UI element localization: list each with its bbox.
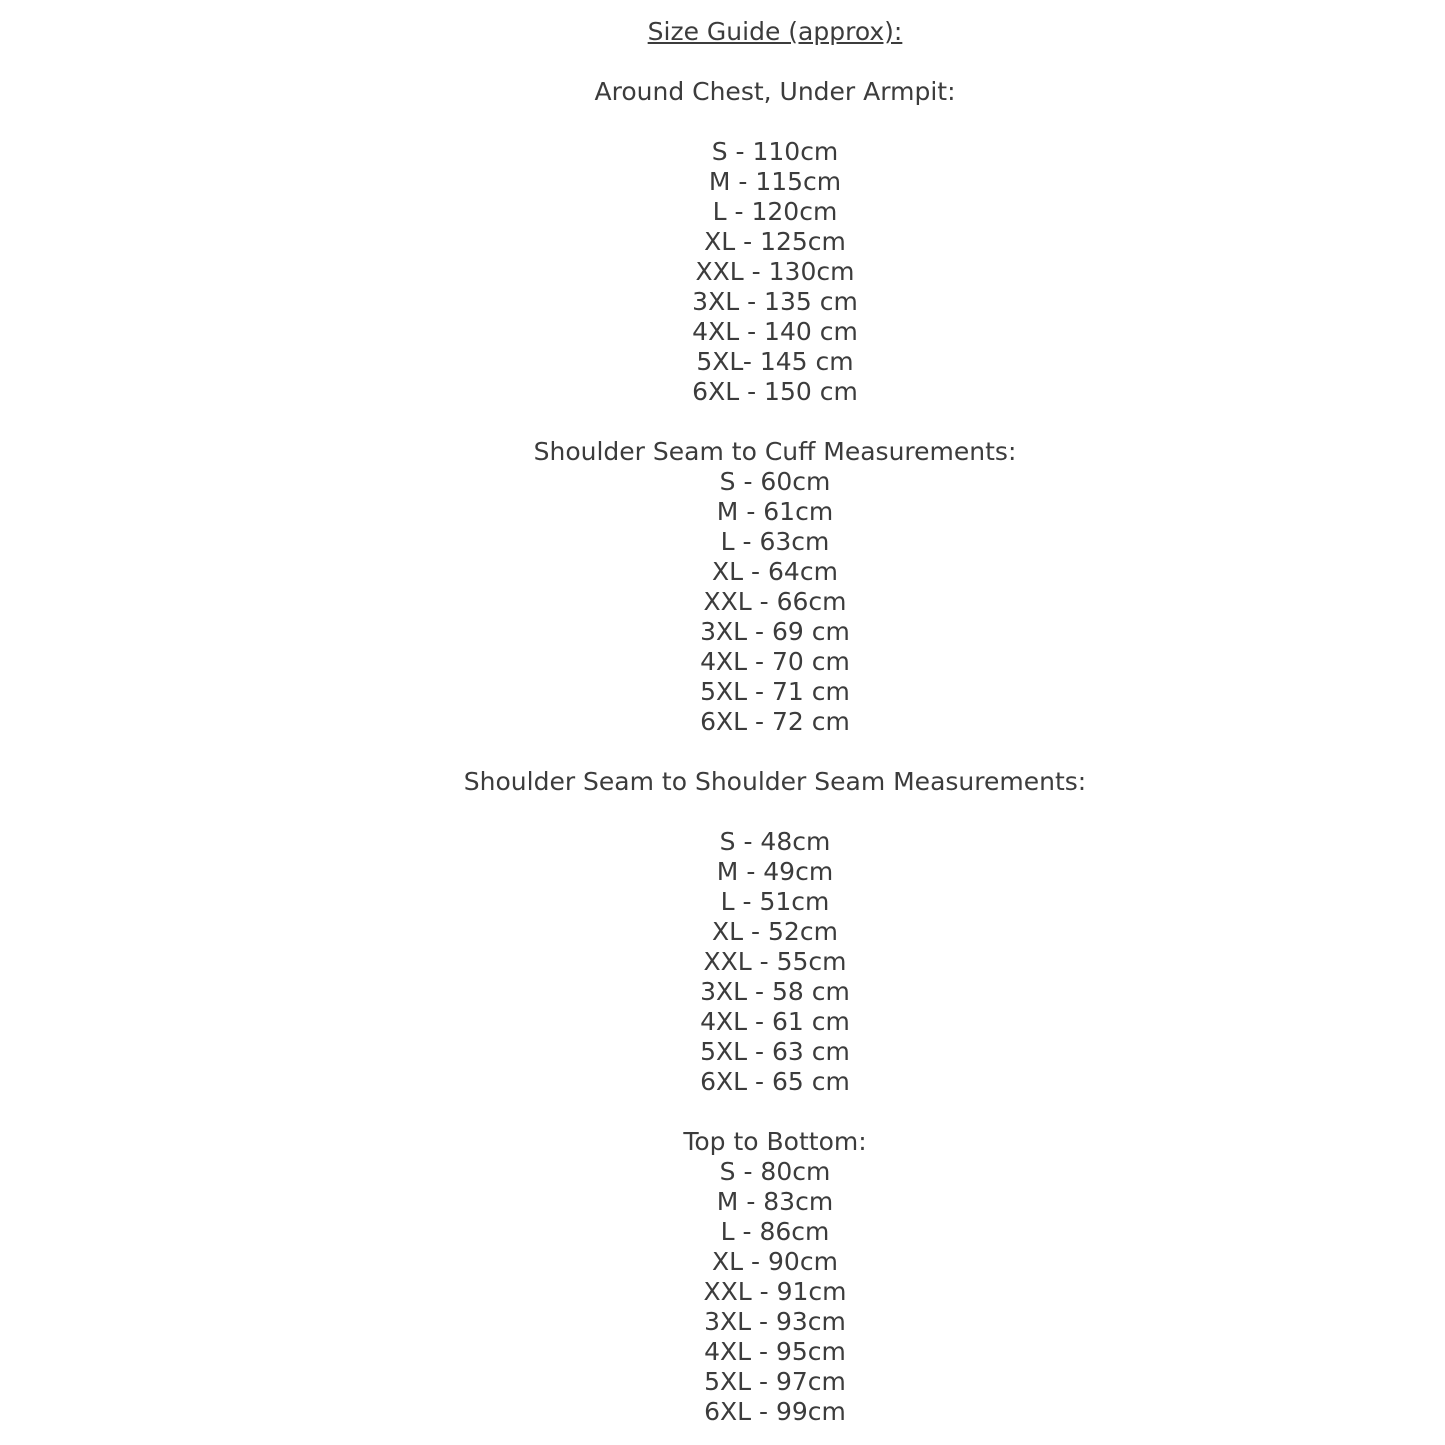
size-row: S - 80cm [719,1157,831,1186]
size-row: L - 86cm [720,1217,830,1246]
size-row: 4XL - 140 cm [692,317,858,346]
size-row: 5XL - 97cm [704,1367,846,1396]
size-row: 3XL - 93cm [704,1307,846,1336]
size-row: XL - 52cm [712,917,838,946]
size-row: 5XL - 71 cm [700,677,850,706]
blank-line [105,1097,1445,1127]
size-row: 6XL - 72 cm [700,707,850,736]
size-row: 3XL - 135 cm [692,287,858,316]
size-row: 3XL - 69 cm [700,617,850,646]
size-row: 4XL - 61 cm [700,1007,850,1036]
size-row: M - 115cm [708,167,842,196]
size-row: XXL - 91cm [703,1277,847,1306]
size-row: M - 61cm [716,497,834,526]
size-row: L - 51cm [720,887,830,916]
section-seam-to-seam-heading: Shoulder Seam to Shoulder Seam Measurements: [463,767,1087,796]
blank-line [105,407,1445,437]
section-seam-to-cuff-heading: Shoulder Seam to Cuff Measurements: [533,437,1017,466]
size-row: 5XL - 63 cm [700,1037,850,1066]
size-row: XXL - 55cm [703,947,847,976]
section-top-to-bottom-heading: Top to Bottom: [683,1127,867,1156]
size-row: S - 48cm [719,827,831,856]
size-row: 4XL - 70 cm [700,647,850,676]
section-around-chest-heading: Around Chest, Under Armpit: [594,77,956,106]
blank-line [105,797,1445,827]
size-row: L - 63cm [720,527,830,556]
size-row: XXL - 130cm [695,257,855,286]
blank-line [105,107,1445,137]
size-row: XL - 90cm [712,1247,838,1276]
size-row: M - 49cm [716,857,834,886]
size-row: 4XL - 95cm [704,1337,846,1366]
size-row: XXL - 66cm [703,587,847,616]
size-row: S - 110cm [711,137,839,166]
size-row: 6XL - 99cm [704,1397,846,1426]
blank-line [105,737,1445,767]
size-row: XL - 64cm [712,557,838,586]
size-row: 6XL - 65 cm [700,1067,850,1096]
size-row: L - 120cm [712,197,838,226]
size-row: 3XL - 58 cm [700,977,850,1006]
size-row: M - 83cm [716,1187,834,1216]
size-row: 5XL- 145 cm [696,347,854,376]
size-row: 6XL - 150 cm [692,377,858,406]
size-row: XL - 125cm [704,227,846,256]
size-row: S - 60cm [719,467,831,496]
blank-line [105,47,1445,77]
page-title: Size Guide (approx): [647,17,903,46]
